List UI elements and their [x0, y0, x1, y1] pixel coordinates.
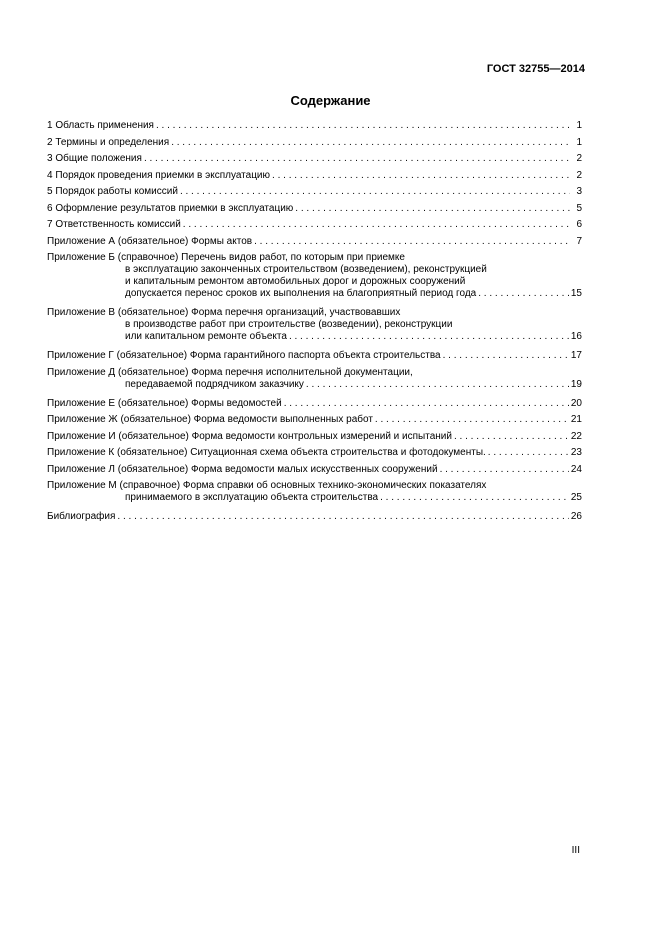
- table-of-contents: [47, 120, 582, 528]
- toc-entry-continuation: передаваемой подрядчиком заказчику: [125, 378, 304, 390]
- toc-entry-title: Библиография: [47, 511, 116, 522]
- toc-entry-title: Приложение А (обязательное) Формы актов: [47, 235, 253, 247]
- standard-code: ГОСТ 32755—2014: [486, 63, 585, 75]
- toc-page-number: 1: [576, 136, 582, 148]
- toc-page-number: 22: [570, 430, 582, 442]
- toc-entry[interactable]: [47, 511, 582, 523]
- toc-entry[interactable]: [47, 236, 582, 248]
- toc-entry-title: Приложение И (обязательное) Форма ведомости контрольных измерений и испытаний: [47, 430, 452, 442]
- dot-leader: [488, 447, 569, 459]
- dot-leader: [478, 288, 569, 300]
- toc-page-number: 1: [576, 120, 582, 131]
- toc-entry-title: Приложение Е (обязательное) Формы ведомостей: [47, 397, 282, 409]
- toc-entry[interactable]: [47, 186, 582, 198]
- toc-page-number: 7: [576, 235, 582, 247]
- toc-entry[interactable]: [47, 480, 582, 504]
- toc-entry-continuation: или капитальном ремонте объекта: [125, 331, 287, 342]
- toc-entry-title: Приложение Ж (обязательное) Форма ведомости выполненных работ: [47, 414, 373, 425]
- toc-page-number: 24: [570, 463, 582, 475]
- dot-leader: [183, 219, 570, 231]
- dot-leader: [117, 511, 568, 523]
- toc-entry-title: Приложение Л (обязательное) Форма ведомости малых искусственных сооружений: [47, 463, 438, 475]
- dot-leader: [272, 170, 570, 182]
- toc-entry-title: Приложение Б (справочное) Перечень видов работ, по которым при приемке: [47, 252, 405, 263]
- dot-leader: [306, 379, 569, 391]
- toc-entry[interactable]: [47, 350, 582, 362]
- toc-entry[interactable]: [47, 447, 582, 459]
- toc-page-number: 25: [570, 492, 582, 503]
- toc-entry[interactable]: [47, 431, 582, 443]
- toc-entry[interactable]: [47, 219, 582, 231]
- toc-page-number: 2: [576, 169, 582, 181]
- page-number: III: [571, 845, 580, 856]
- toc-entry[interactable]: [47, 464, 582, 476]
- toc-page-number: 21: [570, 414, 582, 425]
- page-title: Содержание: [290, 93, 371, 108]
- toc-page-number: 3: [576, 186, 582, 197]
- toc-entry[interactable]: [47, 170, 582, 182]
- toc-entry[interactable]: [47, 120, 582, 132]
- dot-leader: [144, 153, 570, 165]
- toc-page-number: 16: [570, 331, 582, 342]
- toc-page-number: 15: [570, 288, 582, 299]
- dot-leader: [254, 236, 570, 248]
- toc-page-number: 2: [576, 153, 582, 164]
- toc-page-number: 6: [576, 219, 582, 230]
- toc-entry-title: 5 Порядок работы комиссий: [47, 186, 178, 197]
- toc-entry-title: 6 Оформление результатов приемки в эксплуатацию: [47, 202, 294, 214]
- toc-entry-title: 7 Ответственность комиссий: [47, 219, 181, 230]
- toc-entry[interactable]: [47, 398, 582, 410]
- dot-leader: [454, 431, 569, 443]
- toc-entry-title: 2 Термины и определения: [47, 136, 170, 148]
- toc-entry-title: 3 Общие положения: [47, 153, 142, 164]
- dot-leader: [284, 398, 569, 410]
- toc-entry[interactable]: [47, 153, 582, 165]
- toc-page-number: 20: [570, 397, 582, 409]
- dot-leader: [289, 331, 569, 343]
- dot-leader: [443, 350, 569, 362]
- toc-entry[interactable]: [47, 252, 582, 300]
- toc-entry-continuation: в эксплуатацию законченных строительством (возведением), реконструкцией: [125, 264, 487, 275]
- dot-leader: [156, 120, 570, 132]
- toc-entry-title: Приложение М (справочное) Форма справки об основных технико-экономических показателях: [47, 480, 487, 491]
- toc-entry[interactable]: [47, 137, 582, 149]
- dot-leader: [440, 464, 569, 476]
- toc-page-number: 17: [570, 350, 582, 361]
- toc-page-number: 23: [570, 447, 582, 458]
- dot-leader: [380, 492, 569, 504]
- toc-page-number: 5: [576, 202, 582, 214]
- toc-entry-continuation: в производстве работ при строительстве (возведении), реконструкции: [125, 319, 453, 330]
- toc-entry-continuation: принимаемого в эксплуатацию объекта строительства: [125, 492, 379, 503]
- toc-entry-title: 1 Область применения: [47, 120, 154, 131]
- toc-entry[interactable]: [47, 307, 582, 343]
- toc-entry-continuation: допускается перенос сроков их выполнения на благоприятный период года: [125, 288, 477, 299]
- dot-leader: [375, 414, 569, 426]
- toc-entry-title: Приложение Д (обязательное) Форма перечня исполнительной документации,: [47, 366, 413, 378]
- dot-leader: [180, 186, 570, 198]
- toc-entry-title: Приложение К (обязательное) Ситуационная схема объекта строительства и фотодокументы.: [47, 447, 486, 458]
- toc-entry-title: Приложение Г (обязательное) Форма гарантийного паспорта объекта строительства: [47, 350, 441, 361]
- toc-entry-title: Приложение В (обязательное) Форма перечня организаций, участвовавших: [47, 307, 401, 318]
- toc-entry[interactable]: [47, 203, 582, 215]
- dot-leader: [295, 203, 570, 215]
- toc-entry[interactable]: [47, 367, 582, 391]
- toc-entry[interactable]: [47, 414, 582, 426]
- toc-page-number: 26: [570, 511, 582, 522]
- toc-page-number: 19: [570, 378, 582, 390]
- toc-entry-title: 4 Порядок проведения приемки в эксплуатацию: [47, 169, 271, 181]
- toc-entry-continuation: и капитальным ремонтом автомобильных дорог и дорожных сооружений: [125, 276, 466, 287]
- dot-leader: [171, 137, 570, 149]
